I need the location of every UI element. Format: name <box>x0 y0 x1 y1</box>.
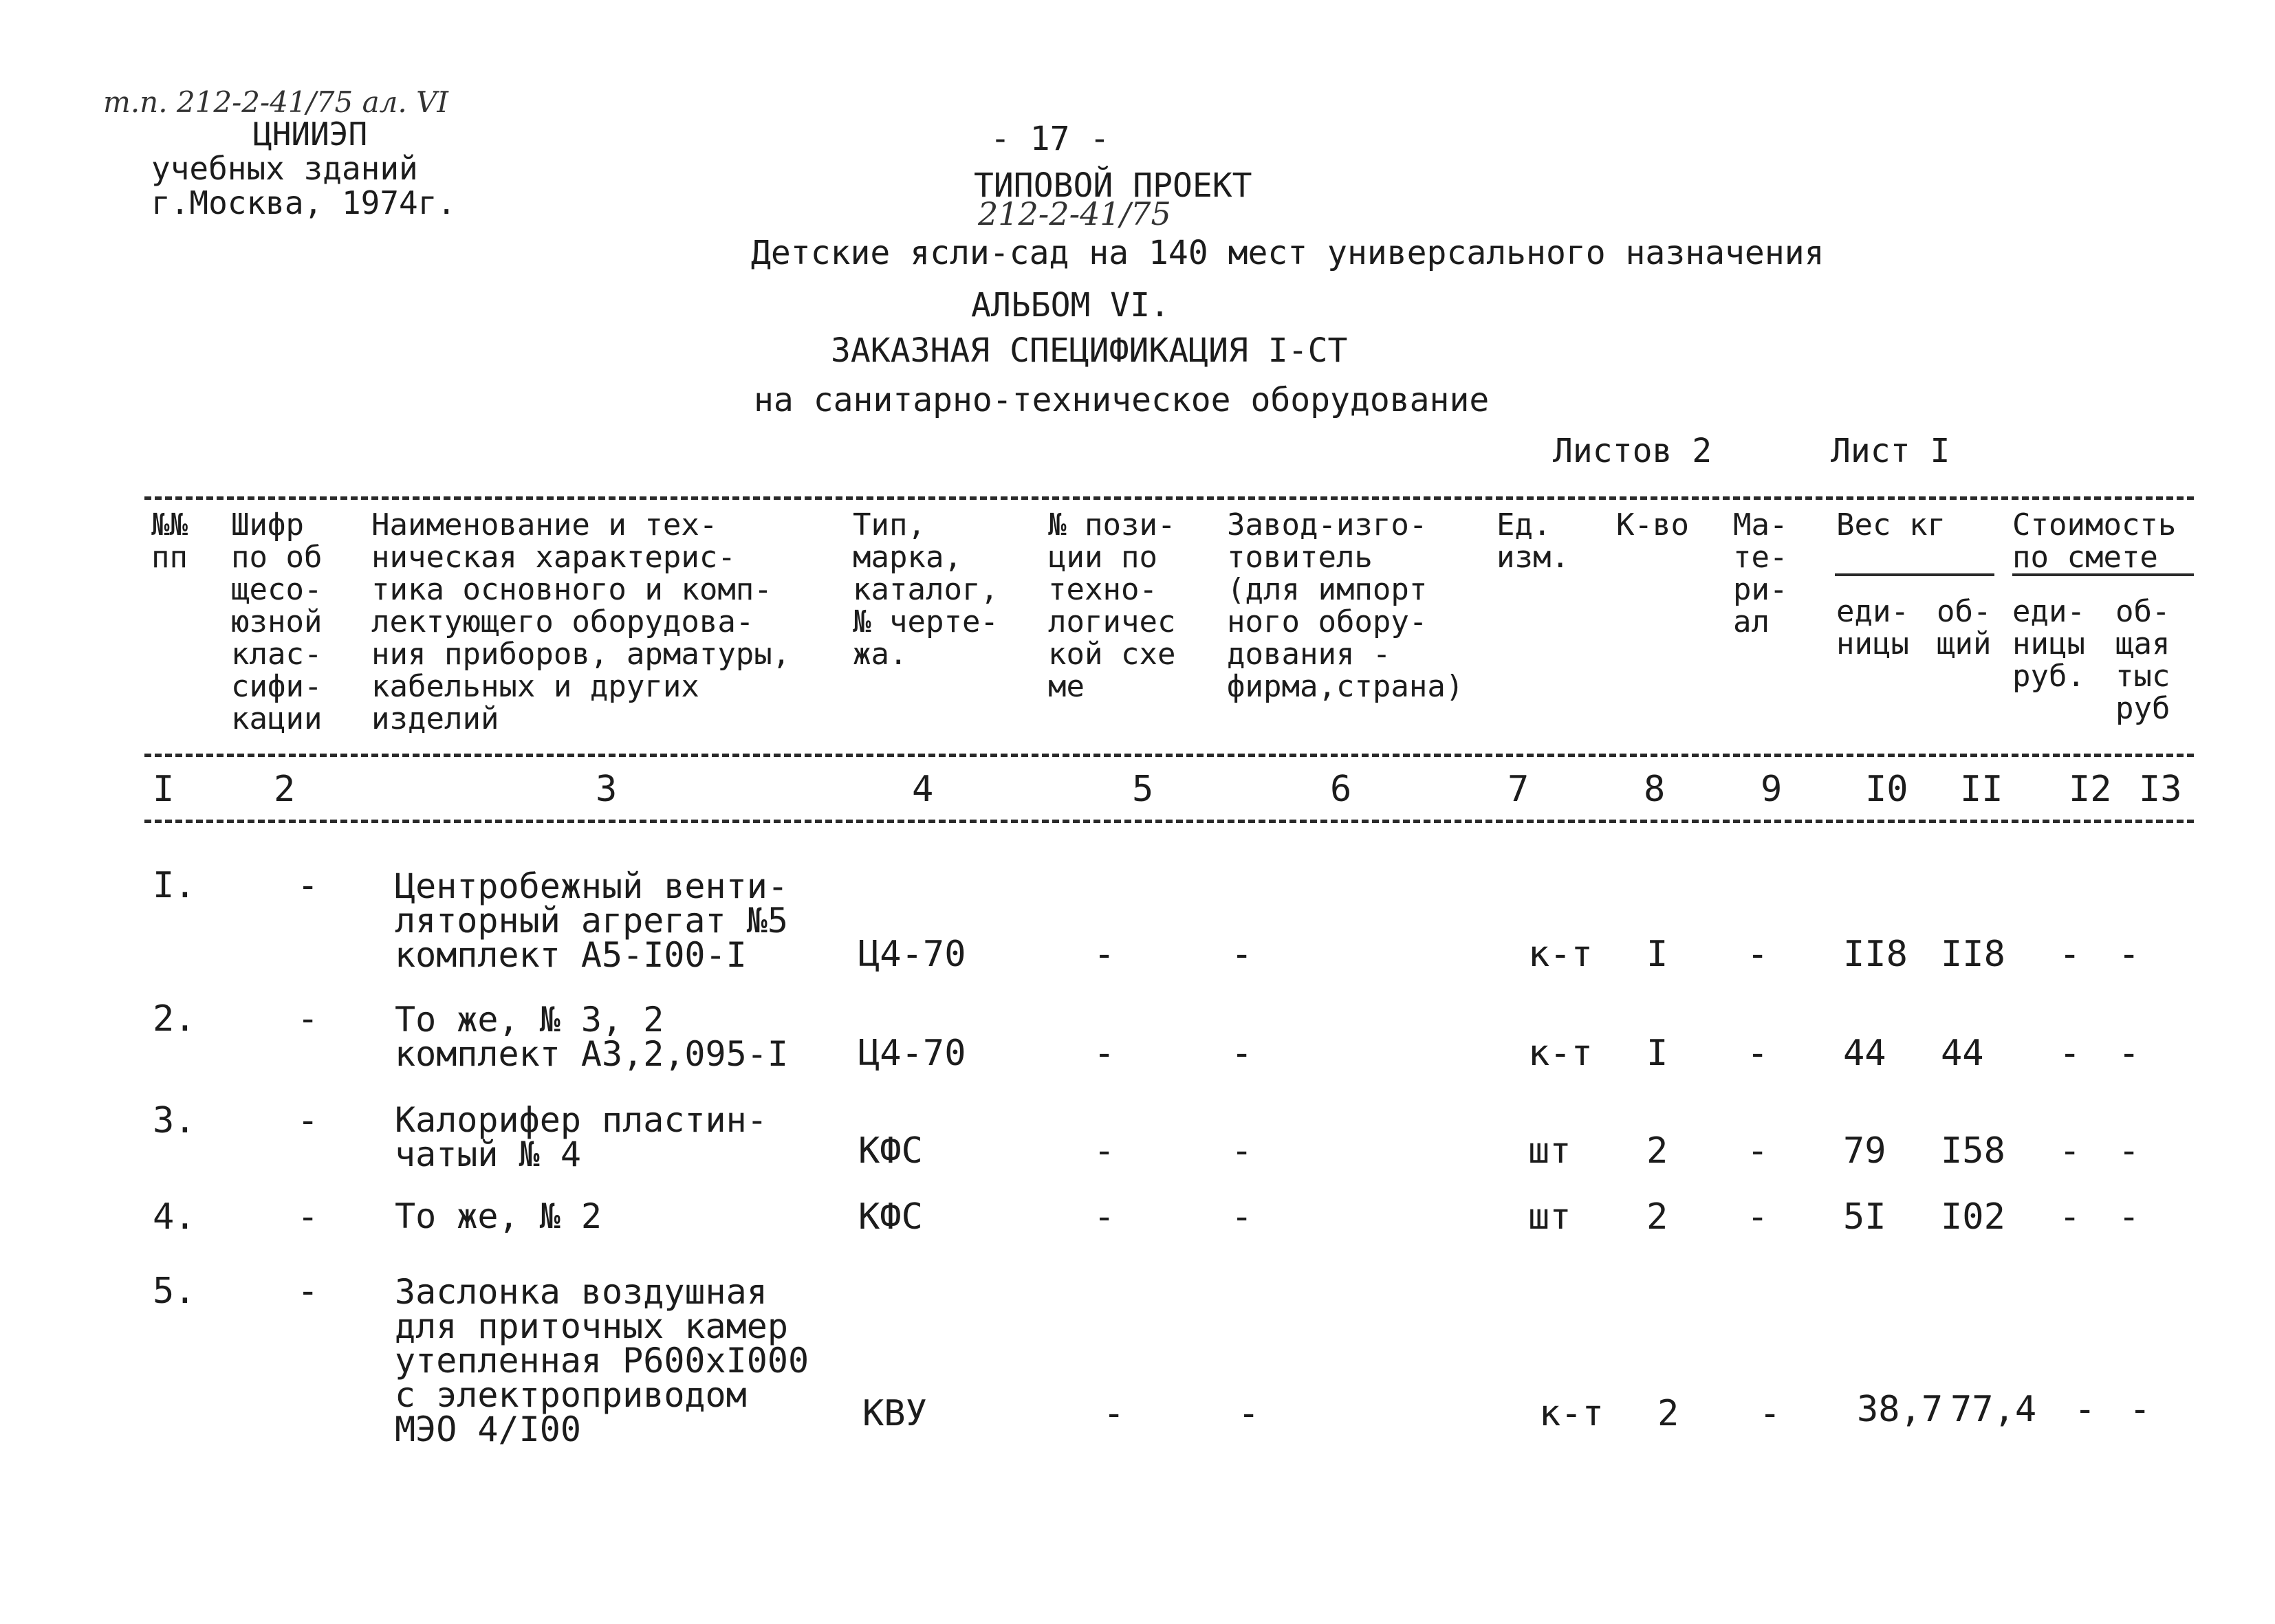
row-cost-total: - <box>2129 1389 2151 1430</box>
row-number: 2. <box>153 998 196 1040</box>
col-header-unit: Ед. изм. <box>1496 507 1569 575</box>
row-qty: 2 <box>1646 1196 1668 1238</box>
row-cost-unit: - <box>2074 1389 2096 1430</box>
row-weight-unit: II8 <box>1843 934 1908 975</box>
row-cost-unit: - <box>2059 1196 2081 1238</box>
row-maker: - <box>1231 934 1253 975</box>
album-label: АЛЬБОМ VI. <box>971 286 1170 325</box>
col-number: I0 <box>1865 769 1908 810</box>
row-type: Ц4-70 <box>858 1033 966 1074</box>
row-material: - <box>1747 1130 1769 1172</box>
row-name: Калорифер пластин- чатый № 4 <box>395 1100 768 1174</box>
row-material: - <box>1759 1393 1781 1434</box>
row-code: - <box>297 865 319 906</box>
col-header-weight-unit: еди- ницы <box>1836 594 1909 661</box>
sheet-number: Лист I <box>1831 432 1950 470</box>
col-header-cost-unit: еди- ницы руб. <box>2012 594 2085 694</box>
row-cost-total: - <box>2118 1196 2140 1238</box>
row-position: - <box>1093 1130 1115 1172</box>
row-number: 3. <box>153 1100 196 1141</box>
row-maker: - <box>1238 1393 1260 1434</box>
col-header-num: №№ пп <box>151 507 188 575</box>
row-material: - <box>1747 934 1769 975</box>
row-code: - <box>297 1271 319 1312</box>
col-header-code: Шифр по об щесо- юзной клас- сифи- кации <box>231 507 323 736</box>
col-header-qty: К-во <box>1616 507 1689 542</box>
sheets-total: Листов 2 <box>1553 432 1712 470</box>
page-number: - 17 - <box>990 120 1110 158</box>
row-number: 5. <box>153 1271 196 1312</box>
row-material: - <box>1747 1196 1769 1238</box>
row-name: То же, № 2 <box>395 1196 602 1236</box>
org-name: ЦНИИЭП <box>253 116 368 153</box>
archive-stamp: т.п. 212-2-41/75 ал. VI <box>103 85 448 119</box>
col-header-cost: Стоимость по смете <box>2012 507 2177 575</box>
row-code: - <box>297 1196 319 1238</box>
row-type: Ц4-70 <box>858 934 966 975</box>
col-header-weight: Вес кг <box>1836 507 1946 542</box>
col-header-cost-total: об- щая тыс руб <box>2115 594 2170 726</box>
row-number: 4. <box>153 1196 196 1238</box>
col-numbers-rule <box>144 820 2194 823</box>
row-name: Заслонка воздушная для приточных камер утепленная Р600хI000 с электроприводом МЭО 4/I00 <box>395 1272 809 1449</box>
col-number: I3 <box>2139 769 2182 810</box>
col-header-position: № пози- ции по техно- логичес кой схе ме <box>1048 507 1176 704</box>
weight-group-underline <box>1835 573 1994 576</box>
row-position: - <box>1103 1393 1125 1434</box>
row-maker: - <box>1231 1196 1253 1238</box>
project-title: Детские ясли-сад на 140 мест универсального назначения <box>751 234 1825 272</box>
row-position: - <box>1093 1033 1115 1074</box>
table-top-rule <box>144 496 2194 500</box>
col-header-maker: Завод-изго- товитель (для импорт ного обору- дования - фирма,страна) <box>1227 507 1464 704</box>
row-unit: шт <box>1528 1130 1571 1172</box>
col-number: 8 <box>1644 769 1666 810</box>
row-weight-unit: 5I <box>1843 1196 1886 1238</box>
col-number: 7 <box>1507 769 1530 810</box>
row-number: I. <box>153 865 196 906</box>
row-qty: 2 <box>1657 1393 1679 1434</box>
row-name: То же, № 3, 2 комплект А3,2,095-I <box>395 1000 788 1074</box>
header-bottom-rule <box>144 754 2194 757</box>
row-unit: к-т <box>1528 1033 1593 1074</box>
col-number: II <box>1960 769 2003 810</box>
row-name: Центробежный венти- ляторный агрегат №5 комплект А5-I00-I <box>395 866 788 975</box>
row-weight-unit: 79 <box>1843 1130 1886 1172</box>
row-cost-total: - <box>2118 934 2140 975</box>
col-number: 3 <box>596 769 618 810</box>
spec-title: ЗАКАЗНАЯ СПЕЦИФИКАЦИЯ I-СТ <box>831 331 1348 370</box>
row-unit: к-т <box>1528 934 1593 975</box>
row-weight-total: I02 <box>1941 1196 2005 1238</box>
row-maker: - <box>1231 1033 1253 1074</box>
col-number: 9 <box>1761 769 1783 810</box>
row-material: - <box>1747 1033 1769 1074</box>
row-weight-total: I58 <box>1941 1130 2005 1172</box>
row-position: - <box>1093 1196 1115 1238</box>
col-number: I <box>153 769 175 810</box>
row-weight-unit: 44 <box>1843 1033 1886 1074</box>
row-cost-total: - <box>2118 1130 2140 1172</box>
org-subtitle: учебных зданий <box>151 150 418 187</box>
row-cost-unit: - <box>2059 1130 2081 1172</box>
row-cost-unit: - <box>2059 934 2081 975</box>
col-number: 2 <box>274 769 296 810</box>
row-qty: I <box>1646 1033 1668 1074</box>
row-unit: к-т <box>1539 1393 1604 1434</box>
city-year: г.Москва, 1974г. <box>151 184 457 221</box>
col-number: 4 <box>912 769 934 810</box>
col-number: 5 <box>1132 769 1154 810</box>
row-code: - <box>297 1100 319 1141</box>
col-header-material: Ма- те- ри- ал <box>1733 507 1788 639</box>
row-type: КВУ <box>862 1393 927 1434</box>
row-type: КФС <box>858 1196 923 1238</box>
row-weight-unit: 38,7 <box>1857 1389 1944 1430</box>
row-weight-total: 44 <box>1941 1033 1984 1074</box>
row-cost-unit: - <box>2059 1033 2081 1074</box>
col-number: I2 <box>2069 769 2112 810</box>
row-qty: 2 <box>1646 1130 1668 1172</box>
row-type: КФС <box>858 1130 923 1172</box>
row-weight-total: II8 <box>1941 934 2005 975</box>
col-header-weight-total: об- щий <box>1937 594 1992 661</box>
row-weight-total: 77,4 <box>1950 1389 2037 1430</box>
row-position: - <box>1093 934 1115 975</box>
project-label: ТИПОВОЙ ПРОЕКТ <box>974 166 1252 205</box>
row-code: - <box>297 998 319 1040</box>
col-header-name: Наименование и тех- ническая характерис- тика основного и комп- лектующего оборудова- ния приборов, арматуры, кабельных и других изделий <box>371 507 791 736</box>
row-unit: шт <box>1528 1196 1571 1238</box>
project-code: 212-2-41/75 <box>978 195 1171 232</box>
col-number: 6 <box>1330 769 1352 810</box>
row-maker: - <box>1231 1130 1253 1172</box>
row-qty: I <box>1646 934 1668 975</box>
row-cost-total: - <box>2118 1033 2140 1074</box>
col-header-type: Тип, марка, каталог, № черте- жа. <box>853 507 999 672</box>
spec-subtitle: на санитарно-техническое оборудование <box>754 381 1490 419</box>
